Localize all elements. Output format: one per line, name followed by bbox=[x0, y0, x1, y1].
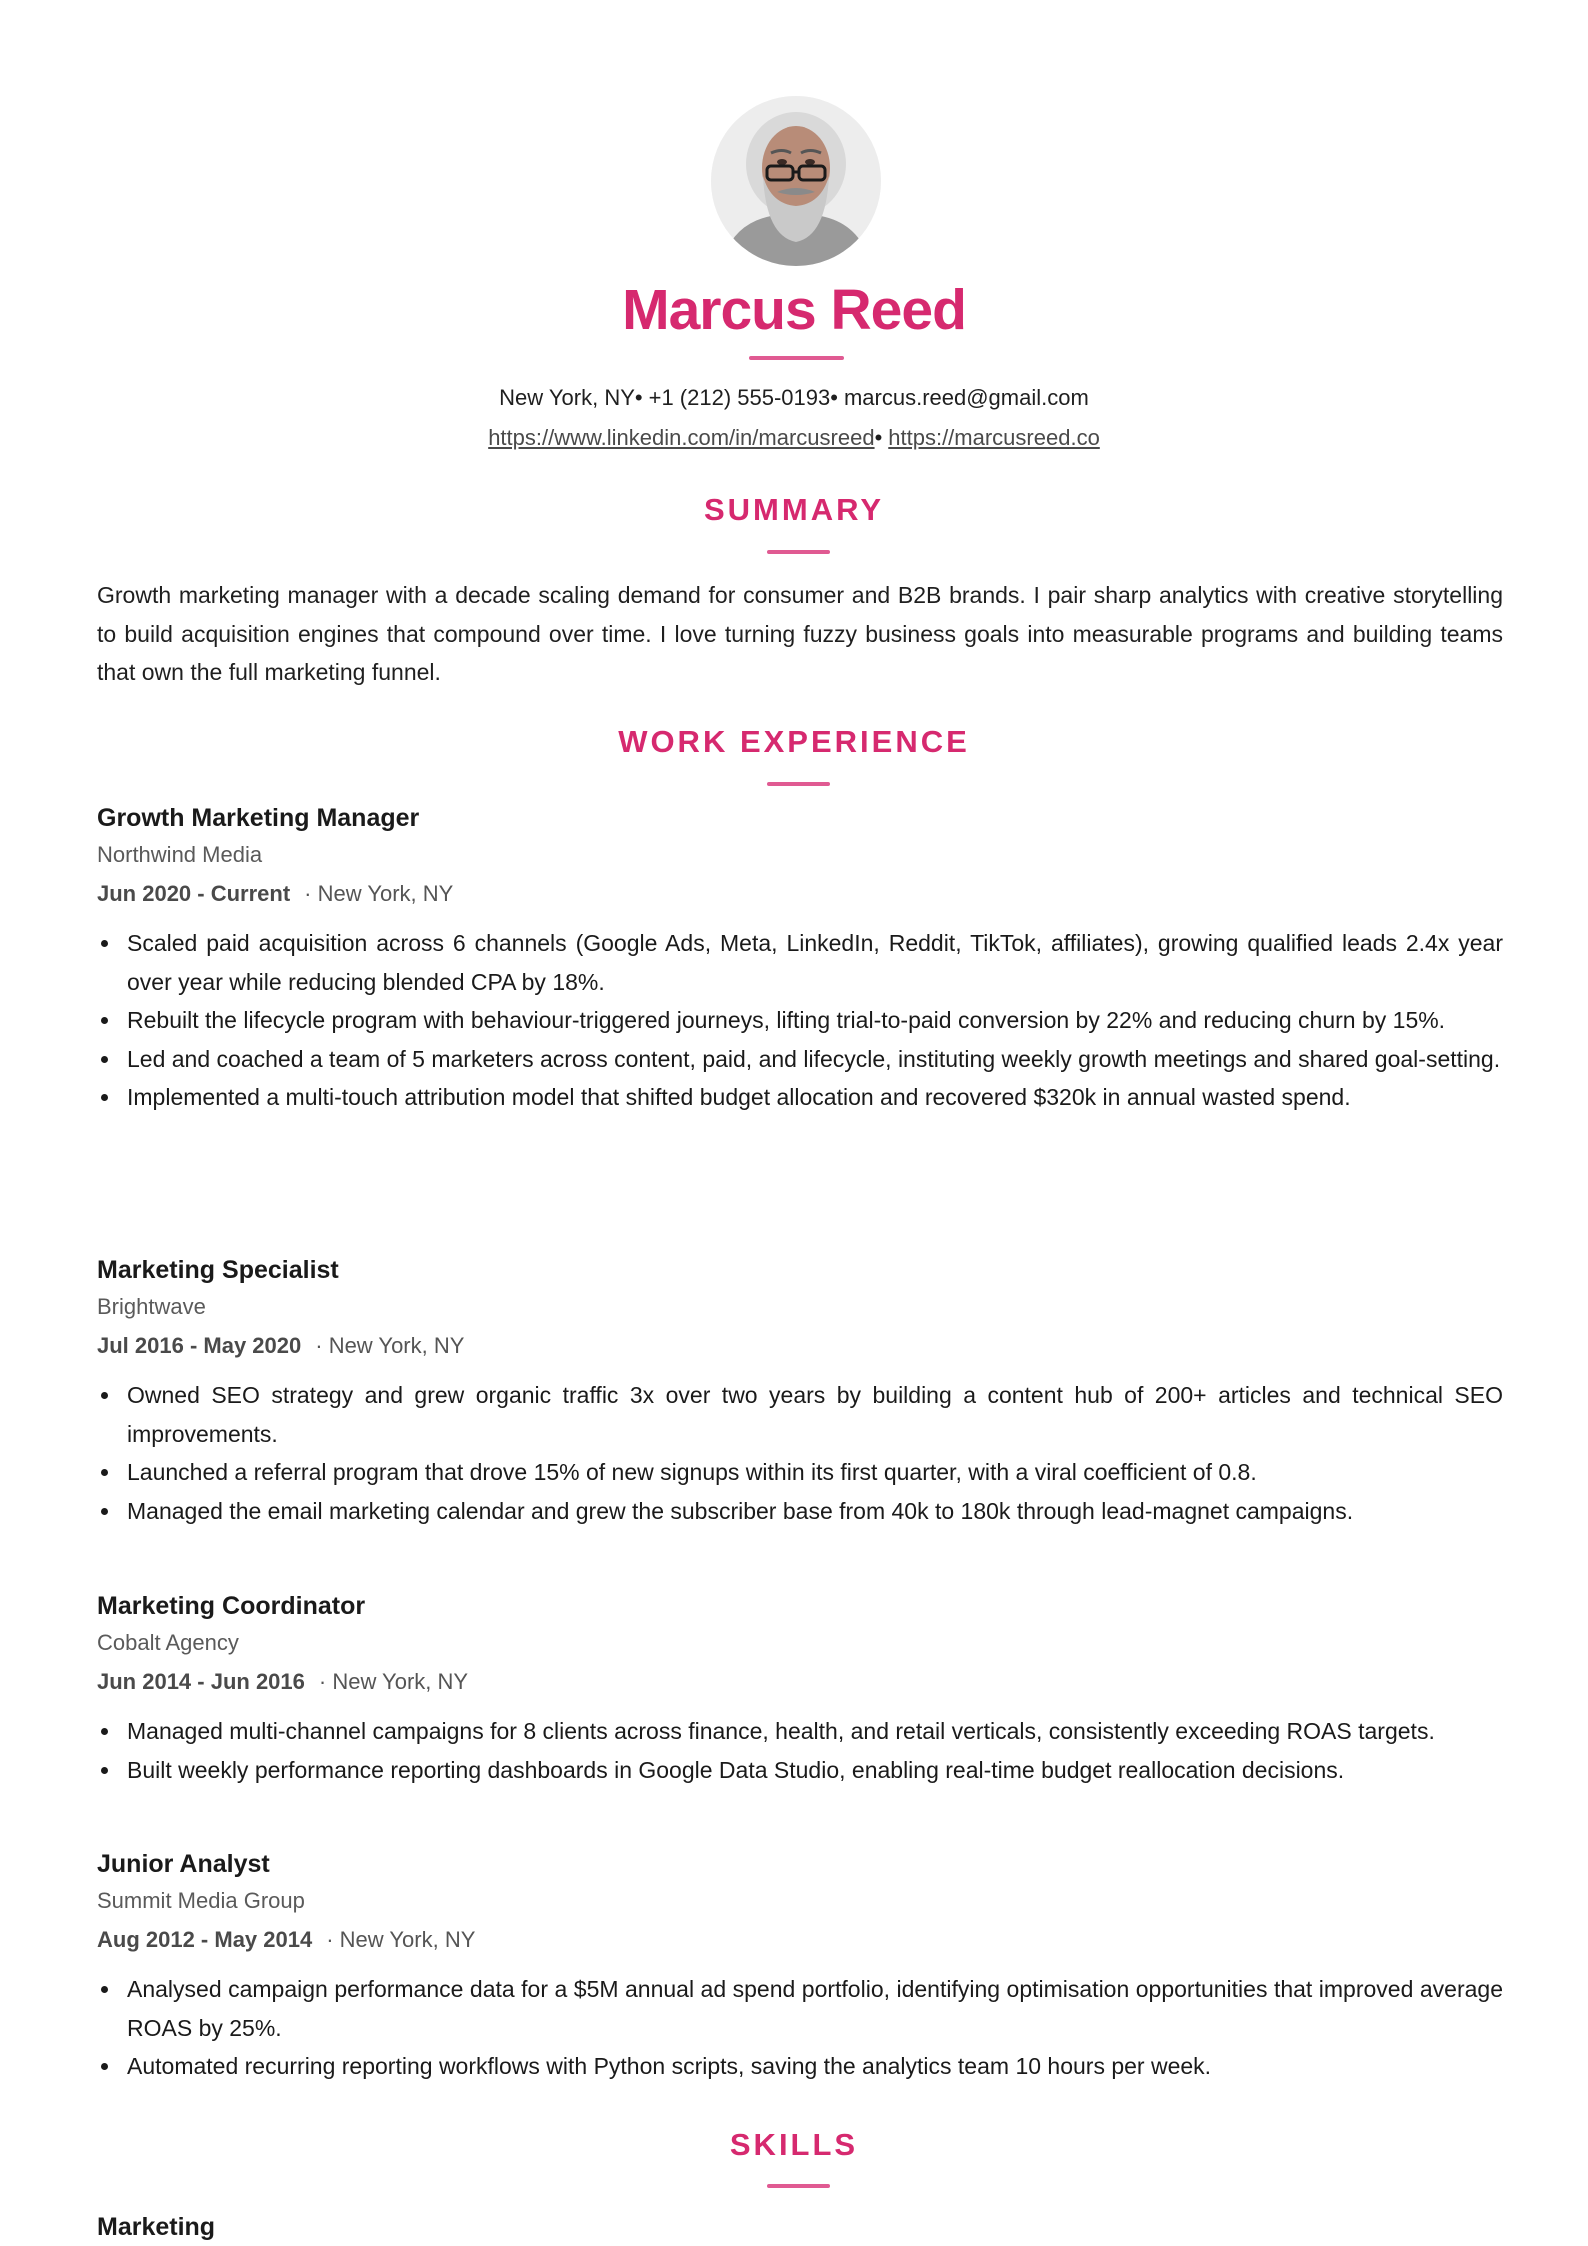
job-title: Marketing Coordinator bbox=[97, 1592, 366, 1620]
separator-dot: • bbox=[830, 385, 838, 410]
linkedin-link[interactable]: https://www.linkedin.com/in/marcusreed bbox=[488, 425, 875, 450]
contact-line-primary bbox=[0, 385, 1588, 411]
job-dates: Jun 2014 - Jun 2016 bbox=[97, 1669, 305, 1694]
profile-photo bbox=[711, 96, 881, 266]
list-item: Managed the email marketing calendar and grew the subscriber base from 40k to 180k through lead-magnet campaigns. bbox=[127, 1492, 1503, 1531]
portrait-image bbox=[711, 96, 881, 266]
list-item: Automated recurring reporting workflows with Python scripts, saving the analytics team 10 hours per week. bbox=[127, 2047, 1503, 2086]
job-title: Junior Analyst bbox=[97, 1850, 270, 1878]
list-item: Built weekly performance reporting dashboards in Google Data Studio, enabling real-time budget reallocation decisions. bbox=[127, 1751, 1503, 1790]
job-location: · New York, NY bbox=[318, 1669, 469, 1694]
job-meta bbox=[97, 1326, 1503, 1366]
summary-text: Growth marketing manager with a decade scaling demand for consumer and B2B brands. I pair sharp analytics with creative storytelling to build acquisition engines that compound over time. I love turning fuzzy business goals into measurable programs and building teams that own the full marketing funnel. bbox=[97, 582, 1503, 685]
job-bullets bbox=[97, 1376, 1503, 1530]
job-location: · New York, NY bbox=[304, 881, 454, 906]
list-item: Managed multi-channel campaigns for 8 clients across finance, health, and retail verticals, consistently exceeding ROAS targets. bbox=[127, 1712, 1503, 1751]
list-item: Scaled paid acquisition across 6 channels (Google Ads, Meta, LinkedIn, Reddit, TikTok, affiliates), growing qualified leads 2.4x year over year while reducing blended CPA by 18%. bbox=[127, 924, 1503, 1001]
job-company: Brightwave bbox=[97, 1294, 206, 1319]
summary-heading: SUMMARY bbox=[703, 492, 884, 527]
job-dates: Aug 2012 - May 2014 bbox=[97, 1927, 313, 1952]
work-experience-heading: WORK EXPERIENCE bbox=[618, 724, 970, 759]
skills-divider bbox=[767, 2184, 830, 2188]
job-entry bbox=[97, 1588, 1503, 1789]
job-company: Northwind Media bbox=[97, 842, 263, 867]
job-dates: Jun 2020 - Current bbox=[97, 881, 291, 906]
job-meta bbox=[97, 1662, 1503, 1702]
job-bullets bbox=[97, 1712, 1503, 1789]
job-location: · New York, NY bbox=[326, 1927, 476, 1952]
skill-category: Marketing bbox=[97, 2213, 216, 2241]
job-entry bbox=[97, 800, 1503, 1117]
work-experience-divider bbox=[767, 782, 830, 786]
list-item: Launched a referral program that drove 15% of new signups within its first quarter, with a viral coefficient of 0.8. bbox=[127, 1453, 1503, 1492]
job-entry bbox=[97, 1252, 1503, 1530]
email-text[interactable]: marcus.reed@gmail.com bbox=[843, 385, 1089, 410]
job-company: Cobalt Agency bbox=[97, 1630, 239, 1655]
job-title: Growth Marketing Manager bbox=[97, 804, 420, 832]
job-company: Summit Media Group bbox=[97, 1888, 305, 1913]
location-text: New York, NY bbox=[499, 385, 635, 410]
list-item: Owned SEO strategy and grew organic traffic 3x over two years by building a content hub of 200+ articles and technical SEO improvements. bbox=[127, 1376, 1503, 1453]
skills-heading: SKILLS bbox=[729, 2127, 859, 2162]
job-bullets bbox=[97, 924, 1503, 1117]
job-meta bbox=[97, 1920, 1503, 1960]
summary-divider bbox=[767, 550, 830, 554]
job-location: · New York, NY bbox=[315, 1333, 465, 1358]
website-link[interactable]: https://marcusreed.co bbox=[888, 425, 1100, 450]
list-item: Analysed campaign performance data for a $5M annual ad spend portfolio, identifying optimisation opportunities that improved average ROAS by 25%. bbox=[127, 1970, 1503, 2047]
job-dates: Jul 2016 - May 2020 bbox=[97, 1333, 302, 1358]
phone-text: +1 (212) 555-0193 bbox=[648, 385, 831, 410]
job-title: Marketing Specialist bbox=[97, 1256, 339, 1284]
job-bullets bbox=[97, 1970, 1503, 2086]
job-meta bbox=[97, 874, 1503, 914]
list-item: Implemented a multi-touch attribution model that shifted budget allocation and recovered $320k in annual wasted spend. bbox=[127, 1078, 1503, 1117]
list-item: Led and coached a team of 5 marketers across content, paid, and lifecycle, instituting weekly growth meetings and shared goal-setting. bbox=[127, 1040, 1503, 1079]
name-divider bbox=[749, 356, 844, 360]
job-entry bbox=[97, 1846, 1503, 2086]
list-item: Rebuilt the lifecycle program with behaviour-triggered journeys, lifting trial-to-paid conversion by 22% and reducing churn by 15%. bbox=[127, 1001, 1503, 1040]
candidate-name: Marcus Reed bbox=[622, 278, 966, 342]
separator-dot: • bbox=[874, 425, 883, 450]
separator-dot: • bbox=[634, 385, 643, 410]
contact-line-links bbox=[0, 425, 1588, 451]
